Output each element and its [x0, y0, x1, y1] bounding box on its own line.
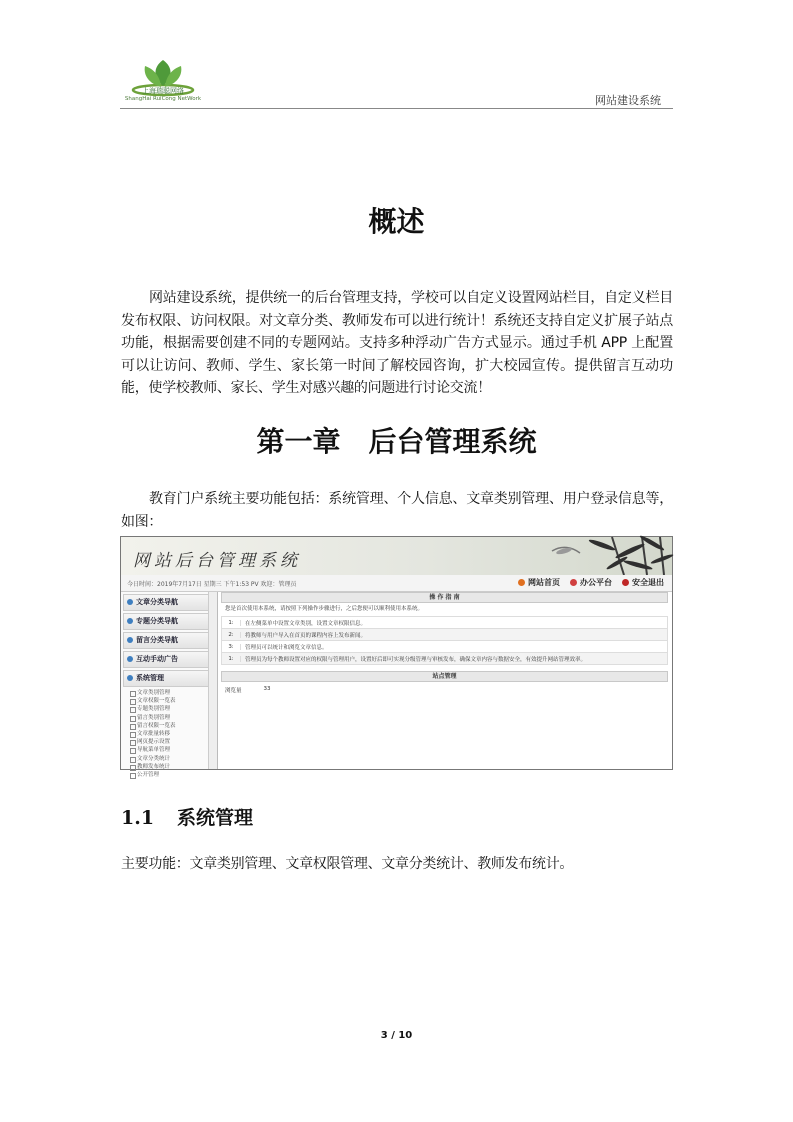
office-icon	[570, 579, 577, 586]
logout-link-label: 安全退出	[632, 578, 664, 587]
sidebar-header-topic[interactable]: 专题分类导航	[123, 613, 215, 630]
guide-rows	[221, 616, 668, 665]
chapter-title: 第一章 后台管理系统	[256, 425, 537, 458]
sidebar-item[interactable]: 网页提示设置	[121, 738, 217, 746]
sidebar-scrollbar[interactable]	[208, 592, 217, 769]
office-link-label: 办公平台	[580, 578, 612, 587]
guide-row	[221, 641, 668, 653]
header-divider	[120, 108, 673, 109]
guide-row-text: 将教师与用户导入在首页的课程内容上发布新闻。	[245, 632, 367, 639]
overview-paragraph: 网站建设系统，提供统一的后台管理支持，学校可以自定义设置网站栏目，自定义栏目发布权限、访问权限。对文章分类、教师发布可以进行统计！系统还支持自定义扩展子站点功能，根据需要创建不同的专题网站。支持多种浮动广告方式显示。通过手机 APP 上配置可以让访问、教师、学生、家长第一时间了解校园咨询，扩大校园宣传。提供留言互动功能，使学校教师、家长、学生对感兴趣的问题进行讨论交流！	[121, 290, 673, 396]
guide-row-number: 2:	[222, 632, 241, 638]
bullet-icon	[130, 732, 136, 738]
home-link[interactable]	[518, 577, 560, 588]
sidebar-items	[121, 689, 217, 779]
bullet-icon	[130, 765, 136, 771]
section-title: 系统管理	[177, 807, 254, 829]
bullet-icon	[130, 716, 136, 722]
screenshot-main	[221, 592, 668, 767]
guide-row	[221, 653, 668, 665]
guide-row-text: 管理员可以统计和浏览文章信息。	[245, 644, 328, 651]
stat-label: 浏览量	[225, 688, 242, 694]
logo-en: ShangHai RuiCong NetWork	[124, 96, 202, 102]
stat-value: 33	[263, 686, 271, 692]
guide-row-text: 在左侧菜单中设置文章类别，设置文章权限信息。	[245, 620, 367, 627]
logo-text	[118, 86, 208, 102]
guide-row-number: 1:	[222, 656, 241, 662]
sidebar-item[interactable]: 文章权限一览表	[121, 697, 217, 705]
bamboo-decoration-icon	[492, 537, 672, 575]
guide-row-number: 1:	[222, 620, 241, 626]
guide-row-number: 3:	[222, 644, 241, 650]
home-link-label: 网站首页	[528, 578, 560, 587]
logout-icon	[622, 579, 629, 586]
bullet-icon	[130, 748, 136, 754]
screenshot-banner-title: 网站后台管理系统	[133, 551, 301, 571]
overview-title: 概述	[368, 205, 425, 238]
bullet-icon	[130, 740, 136, 746]
sidebar-item[interactable]: 文章批量转移	[121, 730, 217, 738]
section-heading	[121, 803, 253, 830]
sidebar-header-article[interactable]: 文章分类导航	[123, 594, 215, 611]
guide-header: 操 作 指 南	[221, 592, 668, 603]
sidebar-item[interactable]: 导航菜单管理	[121, 746, 217, 754]
sidebar-header-ads[interactable]: 互动手动广告	[123, 651, 215, 668]
bullet-icon	[130, 773, 136, 779]
admin-screenshot	[120, 536, 673, 779]
sidebar-header-system[interactable]: 系统管理	[123, 670, 215, 687]
guide-row	[221, 617, 668, 629]
header-title: 网站建设系统	[595, 94, 661, 107]
sidebar-item[interactable]: 文章分类统计	[121, 755, 217, 763]
bullet-icon	[130, 699, 136, 705]
logout-link[interactable]	[622, 577, 664, 588]
home-icon	[518, 579, 525, 586]
stat-header: 站点管理	[221, 671, 668, 682]
sidebar-item[interactable]: 留言类别管理	[121, 714, 217, 722]
office-link[interactable]	[570, 577, 612, 588]
bullet-icon	[130, 724, 136, 730]
page-number: 3 / 10	[380, 1030, 413, 1041]
top-links	[518, 577, 664, 588]
sidebar-item[interactable]: 专题类别管理	[121, 705, 217, 713]
bullet-icon	[130, 707, 136, 713]
sidebar-header-message[interactable]: 留言分类导航	[123, 632, 215, 649]
sidebar-item[interactable]: 留言权限一览表	[121, 722, 217, 730]
screenshot-status-bar	[121, 575, 672, 592]
guide-row-text: 管理员为每个教师设置对应的权限与管理用户，设置好后即可实现分级管理与审核发布，确保文章内容与数据安全，有效提升网站管理效率。	[245, 656, 587, 663]
current-time-text: 今日时间：2019年7月17日 星期三 下午1:53 PV 欢迎：管理员	[127, 581, 297, 588]
sidebar-item[interactable]: 文章类别管理	[121, 689, 217, 697]
logo-cn: 上海瑞聪网络	[142, 87, 184, 95]
screenshot-banner	[121, 537, 672, 575]
sidebar-item[interactable]: 公开管理	[121, 771, 217, 779]
bullet-icon	[130, 691, 136, 697]
section-number: 1.1	[121, 807, 155, 829]
guide-row	[221, 629, 668, 641]
chapter-paragraph: 教育门户系统主要功能包括：系统管理、个人信息、文章类别管理、用户登录信息等，如图：	[121, 491, 673, 530]
sidebar-item[interactable]: 教师发布统计	[121, 763, 217, 771]
guide-intro: 您是首次使用本系统，请按照下列操作步骤进行，之后您便可以顺利使用本系统。	[225, 606, 424, 612]
section-paragraph: 主要功能：文章类别管理、文章权限管理、文章分类统计、教师发布统计。	[121, 856, 574, 872]
bullet-icon	[130, 757, 136, 763]
stat-row	[221, 682, 668, 698]
screenshot-sidebar	[121, 592, 218, 779]
